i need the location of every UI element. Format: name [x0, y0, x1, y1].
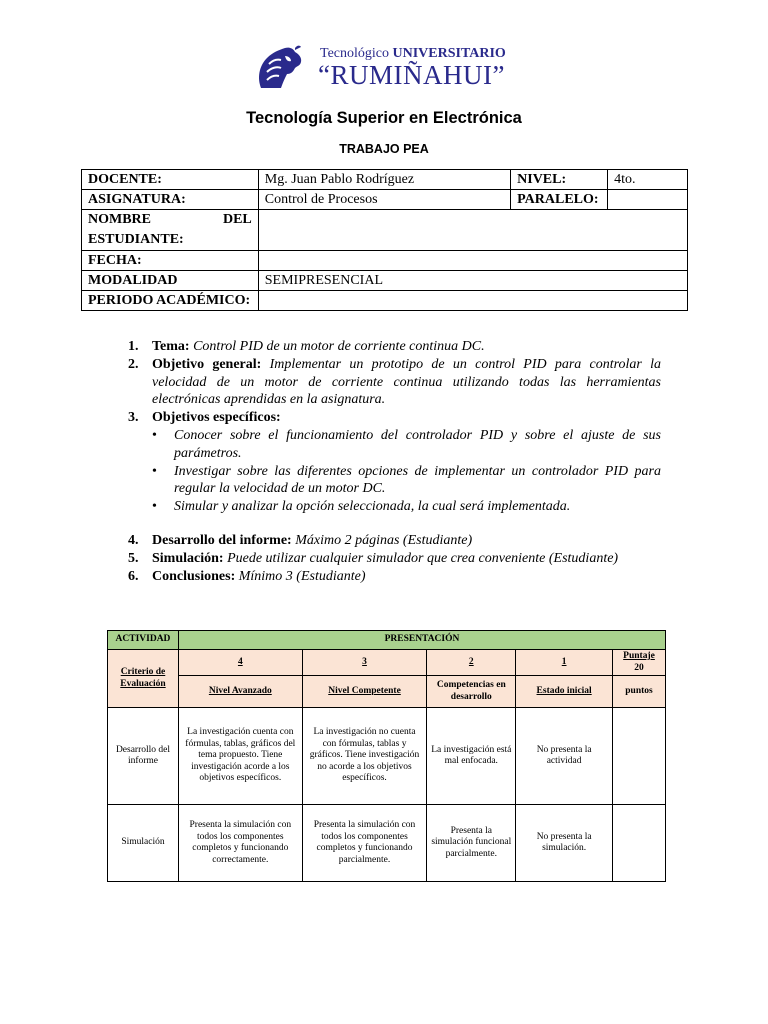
logo-main-text: “RUMIÑAHUI” [318, 60, 505, 90]
list-item-objetivo-general [128, 356, 661, 409]
rubric-cell: La investigación no cuenta con fórmulas, tablas y gráficos. Tiene investigación no acorde a los objetivos específicos. [302, 708, 427, 805]
puntaje-value: 20 [634, 662, 644, 673]
table-row [108, 676, 666, 708]
list-item-objetivos-especificos [128, 409, 661, 516]
horse-head-logo-icon [255, 44, 305, 92]
item-number: 4. [128, 532, 139, 548]
document-title: Tecnología Superior en Electrónica [246, 109, 522, 127]
asignatura-value: Control de Procesos [258, 190, 510, 210]
rubric-cell: No presenta la actividad [516, 708, 613, 805]
rubric-cell: Presenta la simulación funcional parcialmente. [427, 805, 516, 882]
score-header: 4 [178, 650, 302, 676]
conclusiones-label: Conclusiones: [152, 568, 236, 584]
modalidad-value: SEMIPRESENCIAL [258, 271, 687, 291]
spacer [128, 516, 661, 532]
objetivo-general-value: Implementar un prototipo de un control PID para controlar la velocidad de un motor de corriente continua utilizando todas las herramientas electrónicas aprendidas en la asignatura. [152, 356, 662, 408]
level-header: Nivel Avanzado [178, 676, 302, 708]
list-item [152, 463, 661, 499]
table-row [82, 170, 688, 190]
points-cell [613, 805, 666, 882]
item-number: 2. [128, 356, 139, 372]
objetivos-especificos-label: Objetivos específicos: [152, 410, 281, 426]
logo-top-prefix: Tecnológico [320, 46, 389, 61]
nombre-label-word: NOMBRE [88, 212, 151, 227]
item-number: 3. [128, 410, 139, 426]
actividad-header: ACTIVIDAD [108, 631, 179, 650]
objetivo-general-label: Objetivo general: [152, 356, 262, 372]
objetivo-especifico-text: Investigar sobre las diferentes opciones de implementar un controlador PID para regular la velocidad de un motor DC. [174, 463, 661, 497]
table-row [108, 708, 666, 805]
level-header: Nivel Competente [302, 676, 427, 708]
bullet-icon: • [152, 499, 157, 515]
bullet-icon: • [152, 463, 157, 479]
list-item-desarrollo [128, 532, 661, 550]
points-cell [613, 708, 666, 805]
item-number: 6. [128, 568, 139, 584]
rubric-cell: No presenta la simulación. [516, 805, 613, 882]
nombre-label-word: DEL [222, 212, 252, 227]
conclusiones-value: Mínimo 3 (Estudiante) [238, 568, 366, 584]
item-number: 5. [128, 550, 139, 566]
fecha-value [258, 251, 687, 271]
puntaje-header [613, 650, 666, 676]
nivel-value: 4to. [608, 170, 688, 190]
student-info-table [81, 169, 688, 311]
rubric-cell: Presenta la simulación con todos los componentes completos y funcionando parcialmente. [302, 805, 427, 882]
bullet-icon: • [152, 427, 157, 443]
desarrollo-value: Máximo 2 páginas (Estudiante) [295, 532, 473, 548]
nombre-value [258, 210, 687, 251]
paralelo-value [608, 190, 688, 210]
rubric-cell: La investigación está mal enfocada. [427, 708, 516, 805]
level-header: Estado inicial [516, 676, 613, 708]
list-item-tema [128, 338, 661, 356]
score-header: 1 [516, 650, 613, 676]
list-item-conclusiones [128, 568, 661, 586]
asignatura-label: ASIGNATURA: [82, 190, 259, 210]
paralelo-label: PARALELO: [511, 190, 608, 210]
level-header: Competencias en desarrollo [427, 676, 516, 708]
nombre-label-word: ESTUDIANTE: [88, 232, 184, 247]
score-header: 3 [302, 650, 427, 676]
docente-label: DOCENTE: [82, 170, 259, 190]
puntos-header: puntos [613, 676, 666, 708]
table-row [82, 190, 688, 210]
objetivo-especifico-text: Simular y analizar la opción seleccionada, la cual será implementada. [174, 499, 571, 515]
fecha-label: FECHA: [82, 251, 259, 271]
docente-value: Mg. Juan Pablo Rodríguez [258, 170, 510, 190]
desarrollo-label: Desarrollo del informe: [152, 532, 292, 548]
table-row [82, 271, 688, 291]
assignment-items [128, 338, 661, 585]
simulacion-value: Puede utilizar cualquier simulador que crea conveniente (Estudiante) [227, 550, 619, 566]
document-subtitle: TRABAJO PEA [339, 142, 429, 156]
table-row [108, 805, 666, 882]
simulacion-label: Simulación: [152, 550, 224, 566]
table-row [108, 650, 666, 676]
criterio-header: Criterio de Evaluación [108, 650, 179, 708]
table-row [82, 291, 688, 311]
objetivo-especifico-text: Conocer sobre el funcionamiento del controlador PID y sobre el ajuste de sus parámetros. [174, 427, 661, 461]
criterion-name: Desarrollo del informe [108, 708, 179, 805]
tema-label: Tema: [152, 339, 190, 354]
modalidad-label: MODALIDAD [82, 271, 259, 291]
rubric-cell: Presenta la simulación con todos los componentes completos y funcionando correctamente. [178, 805, 302, 882]
rubric-cell: La investigación cuenta con fórmulas, tablas, gráficos del tema propuesto. Tiene investigación acorde a los objetivos específicos. [178, 708, 302, 805]
nivel-label: NIVEL: [511, 170, 608, 190]
periodo-label: PERIODO ACADÉMICO: [82, 291, 259, 311]
nombre-label [82, 210, 259, 251]
table-row [82, 210, 688, 251]
presentacion-header: PRESENTACIÓN [178, 631, 665, 650]
item-number: 1. [128, 339, 139, 354]
puntaje-label: Puntaje [623, 651, 655, 661]
tema-value: Control PID de un motor de corriente continua DC. [193, 339, 485, 354]
periodo-value [258, 291, 687, 311]
table-row [82, 251, 688, 271]
list-item [152, 427, 661, 463]
objetivos-especificos-list [128, 427, 661, 516]
institution-logo [255, 44, 525, 94]
table-row [108, 631, 666, 650]
list-item [152, 498, 661, 516]
logo-top-bold: UNIVERSITARIO [392, 46, 506, 61]
rubric-table [107, 630, 666, 882]
score-header: 2 [427, 650, 516, 676]
criterion-name: Simulación [108, 805, 179, 882]
list-item-simulacion [128, 550, 661, 568]
